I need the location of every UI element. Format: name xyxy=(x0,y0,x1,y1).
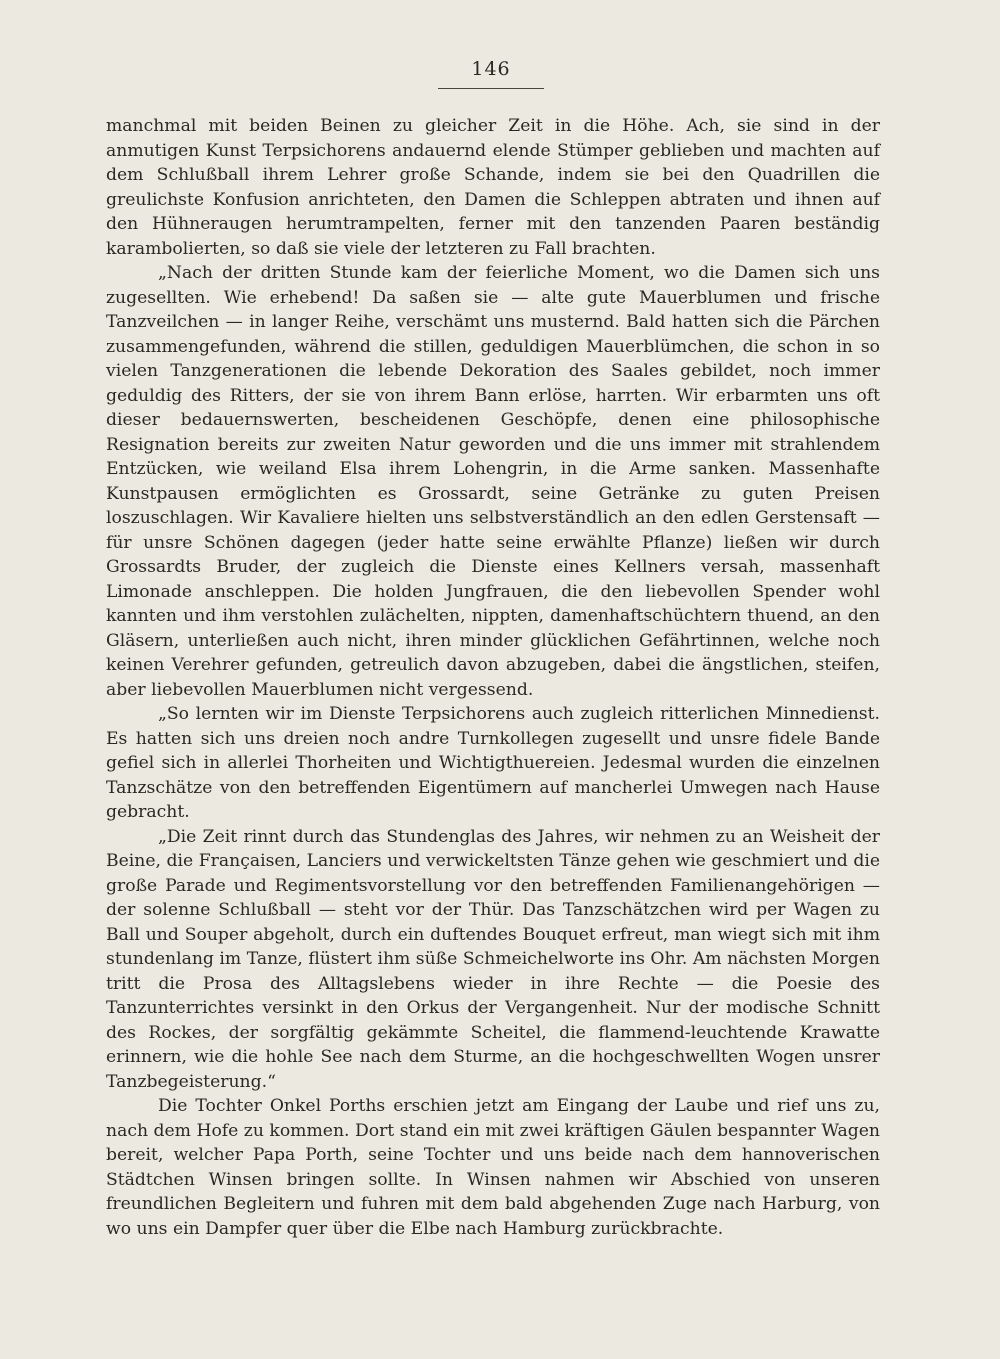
page-number: 146 xyxy=(471,58,511,80)
paragraph: „Die Zeit rinnt durch das Stundenglas des Jahres, wir nehmen zu an Weisheit der Beine, die Françaisen, Lanciers und verwickeltsten Tänze gehen wie geschmiert und die große Parade und Regimentsvorstellung vor den betreffenden Familienangehörigen — der solenne Schlußball — steht vor der Thür. Das Tanzschätzchen wird per Wagen zu Ball und Souper abgeholt, durch ein duftendes Bouquet erfreut, man wiegt sich mit ihm stundenlang im Tanze, flüstert ihm süße Schmeichelworte ins Ohr. Am nächsten Morgen tritt die Prosa des Alltagslebens wieder in ihre Rechte — die Poesie des Tanzunterrichtes versinkt in den Orkus der Vergangenheit. Nur der modische Schnitt des Rockes, der sorgfältig gekämmte Scheitel, die flammend-leuchtende Krawatte erinnern, wie die hohle See nach dem Sturme, an die hochgeschwellten Wogen unsrer Tanzbegeisterung.“ xyxy=(106,826,880,1092)
paragraph: Die Tochter Onkel Porths erschien jetzt am Eingang der Laube und rief uns zu, nach dem Hofe zu kommen. Dort stand ein mit zwei kräftigen Gäulen bespannter Wagen bereit, welcher Papa Porth, seine Tochter und uns beide nach dem hannoverischen Städtchen Winsen bringen sollte. In Winsen nahmen wir Abschied von unseren freundlichen Begleitern und fuhren mit dem bald abgehenden Zuge nach Harburg, von wo uns ein Dampfer quer über die Elbe nach Hamburg zurückbrachte. xyxy=(106,1096,880,1239)
paragraph: „Nach der dritten Stunde kam der feierliche Moment, wo die Damen sich uns zugesellten. Wie erhebend! Da saßen sie — alte gute Mauerblumen und frische Tanzveilchen — in langer Reihe, verschämt uns musternd. Bald hatten sich die Pärchen zusammengefunden, während die stillen, geduldigen Mauerblümchen, die schon in so vielen Tanzgenerationen die lebende Dekoration des Saales gebildet, noch immer geduldig des Ritters, der sie von ihrem Bann erlöse, harrten. Wir erbarmten uns oft dieser bedauernswerten, bescheidenen Geschöpfe, denen eine philosophische Resignation bereits zur zweiten Natur geworden und die uns immer mit strahlendem Entzücken, wie weiland Elsa ihrem Lohengrin, in die Arme sanken. Massenhafte Kunstpausen ermöglichten es Grossardt, seine Getränke zu guten Preisen loszuschlagen. Wir Kavaliere hielten uns selbstverständlich an den edlen Gerstensaft — für unsre Schönen dagegen (jeder hatte seine erwählte Pflanze) ließen wir durch Grossardts Bruder, der zugleich die Dienste eines Kellners versah, massenhaft Limonade anschleppen. Die holden Jungfrauen, die den liebevollen Spender wohl kannten und ihm verstohlen zulächelten, nippten, damenhaftschüchtern thuend, an den Gläsern, unterließen auch nicht, ihren minder glücklichen Gefährtinnen, welche noch keinen Verehrer gefunden, getreulich davon abzugeben, dabei die ängstlichen, steifen, aber liebevollen Mauerblumen nicht vergessend. xyxy=(106,263,880,700)
paragraph: „So lernten wir im Dienste Terpsichorens auch zugleich ritterlichen Minnedienst. Es hatten sich uns dreien noch andre Turnkollegen zugesellt und unsre fidele Bande gefiel sich in allerlei Thorheiten und Wichtigthuereien. Jedesmal wurden die einzelnen Tanzschätze von den betreffenden Eigentümern auf mancherlei Umwegen nach Hause gebracht. xyxy=(106,704,880,822)
paragraph: manchmal mit beiden Beinen zu gleicher Zeit in die Höhe. Ach, sie sind in der anmutigen Kunst Terpsichorens andauernd elende Stümper geblieben und machten auf dem Schlußball ihrem Lehrer große Schande, indem sie bei den Quadrillen die greulichste Konfusion anrichteten, den Damen die Schleppen abtraten und ihnen auf den Hühneraugen herumtrampelten, ferner mit den tanzenden Paaren beständig karambolierten, so daß sie viele der letzteren zu Fall brachten. xyxy=(106,116,880,259)
header-rule xyxy=(438,88,544,89)
text-body xyxy=(106,114,880,1241)
